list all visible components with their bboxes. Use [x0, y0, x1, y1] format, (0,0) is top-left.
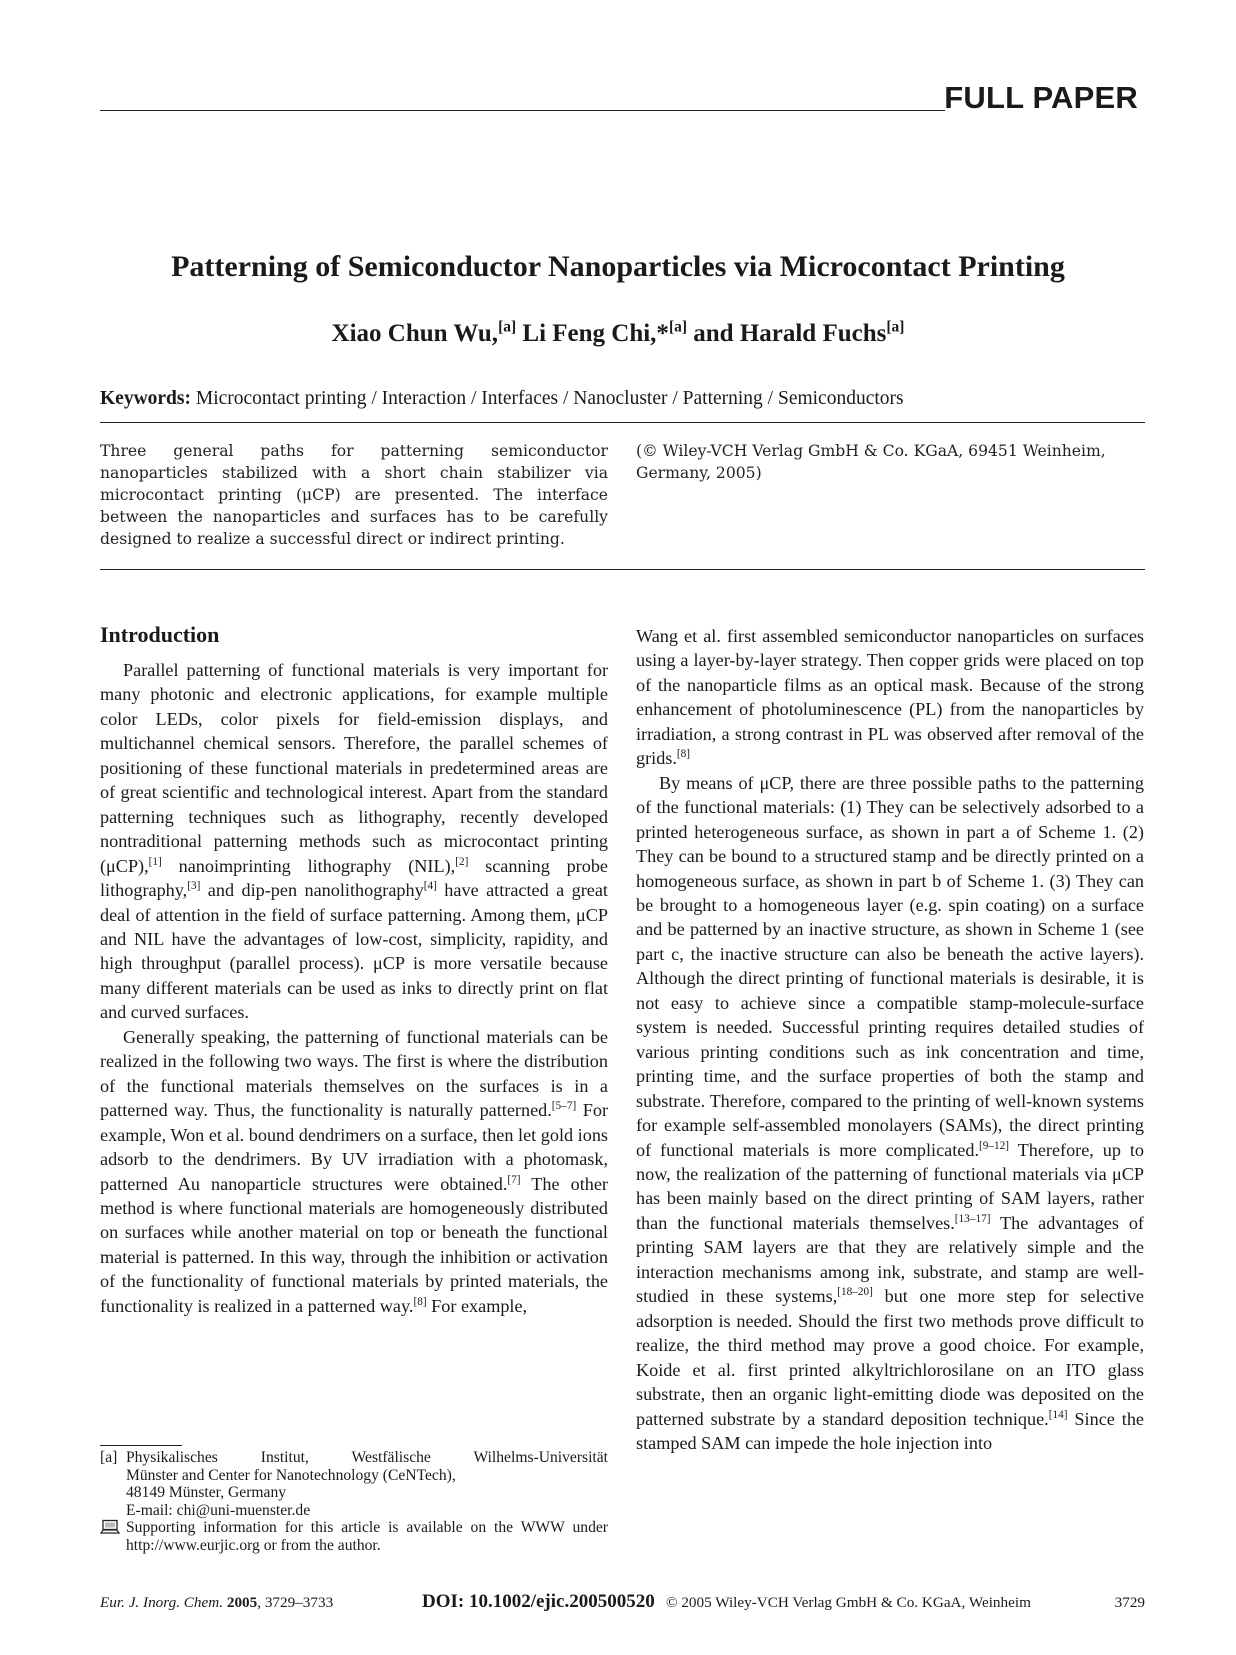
- paragraph-text: Since the stamped SAM can impede the hole injection into: [636, 1408, 1144, 1453]
- affiliation-mark: [a]: [498, 318, 517, 336]
- header-rule: [100, 110, 945, 111]
- affiliation-mark: [a]: [100, 1449, 118, 1466]
- journal-citation: [100, 1594, 333, 1612]
- doi[interactable]: DOI: 10.1002/ejic.200500520: [422, 1591, 655, 1612]
- paragraph-text: For example, Won et al. bound dendrimers on a surface, then let gold ions adsorb to the dendrimers. By UV irradiation with a photomask, patterned Au nanoparticle structures were obtained.: [100, 1100, 609, 1194]
- citation-ref: [3]: [187, 880, 201, 893]
- paragraph-text: scanning probe lithography,: [100, 855, 608, 901]
- citation-ref: [18–20]: [837, 1286, 873, 1299]
- author-name: Xiao Chun Wu,: [331, 320, 499, 347]
- paragraph: [636, 624, 1144, 771]
- supporting-info-footnote: [100, 1519, 608, 1554]
- paragraph: [100, 1025, 608, 1318]
- abstract-top-rule: [100, 422, 1145, 423]
- paragraph: [100, 658, 608, 1025]
- paragraph-text: The other method is where functional materials are homogeneously distributed on surfaces while another material on top or beneath the functional material is patterned. In this way, through the inhibition or activation of the functionality of functional materials by printed materials, the functionality is realized in a patterned way.: [100, 1173, 608, 1316]
- citation-ref: [1]: [148, 855, 162, 868]
- author-name: and Harald Fuchs: [687, 320, 887, 347]
- paragraph-text: By means of μCP, there are three possible paths to the patterning of the functional materials: (1) They can be selectively adsorbed to a printed heterogeneous surface, as shown in part a of Scheme 1. (2) They can be bound to a structured stamp and be directly printed on a homogeneous surface, as shown in part b of Scheme 1. (3) They can be brought to a homogeneous layer (e.g. spin coating) on a surface and be patterned by an inactive structure, as shown in Scheme 1 (see part c, the inactive structure can also be beneath the active layers). Although the direct printing of functional materials is desirable, it is not easy to achieve since a compatible stamp-molecule-surface system is needed. Successful printing requires detailed studies of various printing conditions such as ink concentration and time, printing time, and the surface properties of both the stamp and substrate. Therefore, compared to the printing of well-known systems for example self-assembled monolayers (SAMs), the direct printing of functional materials is more complicated.: [636, 772, 1144, 1160]
- paragraph-text: nanoimprinting lithography (NIL),: [161, 855, 456, 876]
- journal-year: 2005: [226, 1594, 258, 1611]
- paragraph-text: Wang et al. first assembled semiconductor nanoparticles on surfaces using a layer-by-layer strategy. Then copper grids were placed on top of the nanoparticle films as an optical mask. Because of the strong enhancement of photoluminescence (PL) from the nanoparticles by irradiation, a strong contrast in PL was observed after removal of the grids.: [636, 626, 1144, 769]
- email-line[interactable]: E-mail: chi@uni-muenster.de: [126, 1501, 311, 1519]
- paragraph-text: and dip-pen nanolithography: [200, 880, 424, 901]
- paragraph-text: but one more step for selective adsorption is needed. Should the first two methods prove difficult to realize, the third method may prove a good choice. For example, Koide et al. first printed alkyltrichlorosilane on an ITO glass substrate, then an organic light-emitting diode was deposited on the patterned substrate by a standard deposition technique.: [636, 1286, 1145, 1429]
- footer-copyright: © 2005 Wiley-VCH Verlag GmbH & Co. KGaA, Weinheim: [666, 1594, 1031, 1611]
- paragraph: [636, 771, 1144, 1456]
- keywords-label: Keywords:: [100, 388, 191, 409]
- paragraph-text: have attracted a great deal of attention in the field of surface patterning. Among them, μCP and NIL have the advantages of low-cost, simplicity, rapidity, and high throughput (parallel process). μCP is more versatile because many different materials can be used as inks to directly print on flat and curved surfaces.: [100, 880, 608, 1023]
- article-title: Patterning of Semiconductor Nanoparticles via Microcontact Printing: [171, 250, 1065, 283]
- citation-ref: [8]: [676, 748, 691, 761]
- citation-ref: [9–12]: [979, 1139, 1010, 1152]
- journal-name: Eur. J. Inorg. Chem.: [100, 1594, 224, 1611]
- affiliation-footnote: [100, 1449, 608, 1519]
- computer-icon: [100, 1519, 126, 1554]
- section-label: FULL PAPER: [944, 80, 1138, 115]
- journal-pages: , 3729–3733: [257, 1594, 334, 1611]
- affiliation-line: Physikalisches Institut, Westfälische Wilhelms-Universität: [126, 1449, 608, 1466]
- footnotes: [100, 1449, 608, 1555]
- keywords-text: Microcontact printing / Interaction / Interfaces / Nanocluster / Patterning / Semiconductors: [195, 388, 904, 409]
- citation-ref: [4]: [423, 880, 437, 893]
- affiliation-line: Münster and Center for Nanotechnology (CeNTech),: [126, 1466, 456, 1484]
- citation-ref: [7]: [507, 1173, 521, 1186]
- page-number: 3729: [1114, 1594, 1145, 1611]
- author-list: [0, 320, 1236, 348]
- paragraph-text: Generally speaking, the patterning of functional materials can be realized in the following two ways. The first is where the distribution of the functional materials themselves on the surfaces is in a patterned way. Thus, the functionality is naturally patterned.: [100, 1026, 608, 1121]
- affiliation-line: 48149 Münster, Germany: [126, 1484, 287, 1502]
- author-name: Li Feng Chi,*: [516, 320, 669, 347]
- abstract-text: Three general paths for patterning semiconductor nanoparticles stabilized with a short chain stabilizer via microcontact printing (μCP) are presented. The interface between the nanoparticles and surfaces has to be carefully designed to realize a successful direct or indirect printing.: [100, 442, 608, 548]
- paragraph-text: Parallel patterning of functional materials is very important for many photonic and electronic applications, for example multiple color LEDs, color pixels for field-emission displays, and multichannel chemical sensors. Therefore, the parallel schemes of positioning of these functional materials in predetermined areas are of great scientific and technological interest. Apart from the standard patterning techniques such as lithography, recently developed nontraditional patterning methods such as microcontact printing (μCP),: [100, 660, 608, 876]
- citation-ref: [14]: [1048, 1408, 1068, 1421]
- body-column-right: [636, 624, 1144, 1455]
- affiliation-mark: [a]: [668, 318, 688, 336]
- abstract-bottom-rule: [100, 569, 1145, 570]
- paragraph-text: Therefore, up to now, the realization of the patterning of functional materials via μCP has been mainly based on the direct printing of SAM layers, rather than the functional materials themselves.: [636, 1139, 1144, 1233]
- citation-ref: [8]: [413, 1295, 427, 1308]
- citation-ref: [2]: [455, 855, 469, 868]
- citation-ref: [13–17]: [954, 1212, 991, 1225]
- section-heading: Introduction: [100, 622, 220, 647]
- body-column-left: [100, 620, 608, 1318]
- supporting-info-text: Supporting information for this article is available on the WWW under http://www.eurjic.org or from the author.: [126, 1519, 608, 1554]
- keywords: [100, 388, 904, 410]
- abstract-copyright: (© Wiley-VCH Verlag GmbH & Co. KGaA, 69451 Weinheim, Germany, 2005): [636, 442, 1106, 482]
- affiliation-mark: [a]: [886, 318, 905, 336]
- footnote-rule: [100, 1445, 182, 1446]
- paragraph-text: For example,: [426, 1295, 528, 1316]
- paragraph-text: The advantages of printing SAM layers are that they are relatively simple and the interaction mechanisms among ink, substrate, and stamp are well-studied in these systems,: [636, 1212, 1144, 1307]
- citation-ref: [5–7]: [551, 1100, 577, 1113]
